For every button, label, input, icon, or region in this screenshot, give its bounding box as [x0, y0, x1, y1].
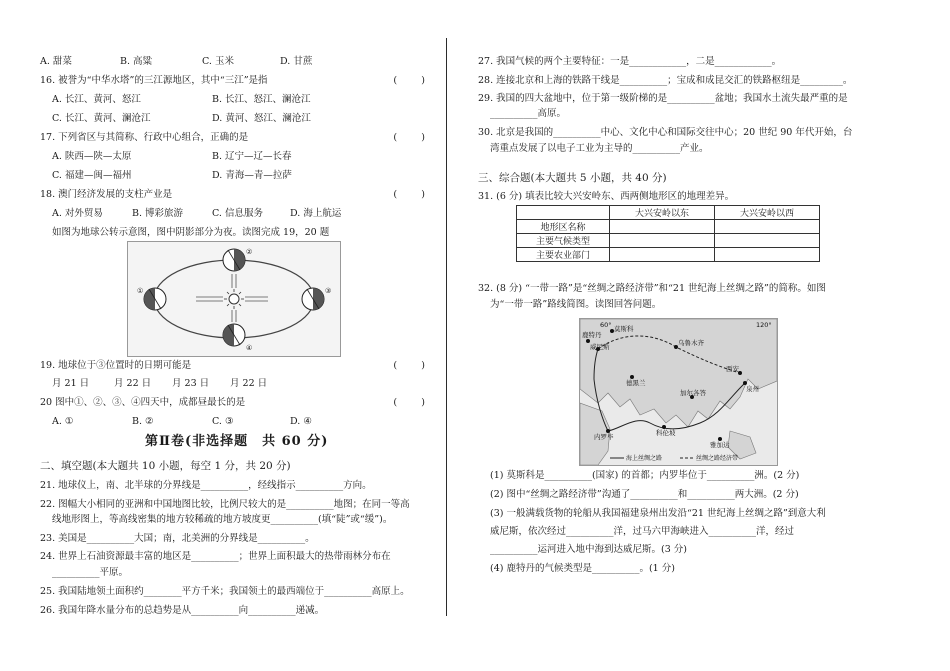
- option-c: C. ③: [212, 416, 234, 427]
- fill-line: 26. 我国年降水量分布的总趋势是从__________向__________递减。: [40, 605, 325, 616]
- map-label-rotterdam: 鹿特丹: [582, 331, 602, 339]
- sun-icon: [224, 289, 244, 309]
- map-label-quanzhou: 泉州: [746, 385, 759, 393]
- row-label: 主要气候类型: [517, 234, 610, 248]
- answer-cell[interactable]: [715, 234, 820, 248]
- fill-line: 29. 我国的四大盆地中，位于第一级阶梯的是__________盆地；我国水土流失最严重的是: [478, 93, 848, 104]
- orbit-label-4: ④: [246, 344, 253, 352]
- option-d: 月 22 日: [230, 378, 268, 389]
- q31-stem: 31. (6 分) 填表比较大兴安岭东、西两侧地形区的地理差异。: [478, 191, 735, 202]
- map-label-tehran: 德黑兰: [626, 379, 646, 387]
- route-map: [580, 319, 777, 465]
- option-a: A. 甜菜: [40, 56, 72, 67]
- option-c: C. 长江、黄河、澜沧江: [52, 113, 151, 124]
- map-label-lon1: 60°: [600, 321, 612, 329]
- eurasia-land: [580, 319, 777, 427]
- option-c: C. 玉米: [202, 56, 234, 67]
- map-legend: [610, 454, 738, 462]
- answer-bracket: ( ): [393, 132, 425, 143]
- option-a: A. 陕西—陕—太原: [52, 151, 132, 162]
- option-c: 月 23 日: [172, 378, 210, 389]
- option-b: B. 博彩旅游: [132, 208, 184, 219]
- fill-line: 22. 图幅大小相同的亚洲和中国地图比较，比例尺较大的是__________地图；在同一等高: [40, 499, 410, 510]
- q16-options-row1: [52, 94, 311, 106]
- table-header: 大兴安岭以东: [610, 206, 715, 220]
- q20-options: [52, 416, 312, 428]
- q17-options-row1: [52, 151, 292, 163]
- answer-cell[interactable]: [715, 220, 820, 234]
- answer-cell[interactable]: [610, 248, 715, 262]
- q32-sub: (4) 鹿特丹的气候类型是__________。(1 分): [490, 563, 675, 574]
- table-row: [517, 248, 820, 262]
- fill-line: 21. 地球仪上，南、北半球的分界线是__________，经线指示__________方向。: [40, 480, 372, 491]
- option-a: A. 长江、黄河、怒江: [52, 94, 141, 105]
- fill-line: 线地形图上，等高线密集的地方较稀疏的地方坡度更__________(填“陡”或“缓”)。: [52, 514, 393, 525]
- option-b: B. 辽宁—辽—长春: [212, 151, 292, 162]
- earth-bottom-icon: [223, 324, 245, 346]
- orbit-label-2: ②: [246, 248, 253, 256]
- right-column: [478, 0, 883, 671]
- fill-line: 27. 我国气候的两个主要特征：一是____________，二是____________。: [478, 56, 782, 67]
- q17-stem: 17. 下列省区与其简称、行政中心组合，正确的是 ( ): [40, 132, 425, 143]
- orbit-label-3: ③: [325, 287, 332, 295]
- option-d: D. 青海—青—拉萨: [212, 170, 292, 181]
- q32-sub: 威尼斯，依次经过__________洋，过马六甲海峡进入__________洋，经过: [490, 526, 795, 537]
- table-row: [517, 220, 820, 234]
- answer-cell[interactable]: [610, 220, 715, 234]
- table-header: [517, 206, 610, 220]
- comparison-table: [516, 205, 820, 262]
- answer-bracket: ( ): [393, 189, 425, 200]
- map-label-venice: 威尼斯: [590, 343, 610, 351]
- q18-options: [52, 208, 341, 220]
- legend-sea: 海上丝绸之路: [626, 455, 663, 462]
- left-column: [40, 0, 425, 671]
- orbit-diagram: [128, 242, 340, 356]
- q32-sub: (3) 一般满载货物的轮船从我国福建泉州出发沿“21 世纪海上丝绸之路”到意大利: [490, 508, 826, 519]
- fill-line: 24. 世界上石油资源最丰富的地区是__________；世界上面积最大的热带雨林分布在: [40, 551, 391, 562]
- fill-line: __________高原。: [490, 108, 567, 119]
- answer-cell[interactable]: [715, 248, 820, 262]
- q32-sub: __________运河进入地中海到达威尼斯。(3 分): [490, 544, 687, 555]
- fill-line: 湾重点发展了以电子工业为主导的__________产业。: [490, 143, 709, 154]
- option-d: D. 海上航运: [290, 208, 342, 219]
- answer-bracket: ( ): [393, 75, 425, 86]
- q32-sub: (2) 图中“丝绸之路经济带”沟通了__________和__________两大洲。(2 分): [490, 489, 799, 500]
- map-label-kolkata: 加尔各答: [680, 389, 706, 397]
- map-label-jakarta: 雅加达: [710, 441, 730, 449]
- map-label-urumqi: 乌鲁木齐: [678, 339, 704, 347]
- column-divider: [446, 38, 447, 616]
- map-label-nairobi: 内罗毕: [594, 433, 614, 441]
- option-b: B. ②: [132, 416, 154, 427]
- q19-stem: 19. 地球位于③位置时的日期可能是 ( ): [40, 360, 425, 371]
- table-header-row: [517, 206, 820, 220]
- q19-options: [52, 378, 267, 390]
- option-c: C. 福建—闽—福州: [52, 170, 132, 181]
- fill-line: 30. 北京是我国的__________中心、文化中心和国际交往中心；20 世纪 90 年代开始，台: [478, 127, 853, 138]
- option-b: 月 22 日: [114, 378, 152, 389]
- answer-bracket: ( ): [393, 360, 425, 371]
- option-d: D. ④: [290, 416, 312, 427]
- orbit-label-1: ①: [137, 287, 144, 295]
- option-a: 月 21 日: [52, 378, 90, 389]
- option-a: A. ①: [52, 416, 74, 427]
- earth-top-icon: [223, 249, 245, 271]
- option-b: B. 高粱: [120, 56, 153, 67]
- q17-options-row2: [52, 170, 292, 182]
- fill-line: 25. 我国陆地领土面积约________平方千米；我国领土的最西端位于__________高原上。: [40, 586, 410, 597]
- q15-options: [40, 56, 312, 68]
- map-label-xian: 西安: [726, 365, 739, 373]
- answer-cell[interactable]: [610, 234, 715, 248]
- fill-line: 28. 连接北京和上海的铁路干线是__________；宝成和成昆交汇的铁路枢纽是_________。: [478, 75, 853, 86]
- option-a: A. 对外贸易: [52, 208, 103, 219]
- table-header: 大兴安岭以西: [715, 206, 820, 220]
- section3-title: 三、综合题(本大题共 5 小题，共 40 分): [478, 172, 667, 184]
- option-d: D. 甘蔗: [280, 56, 313, 67]
- q18-stem: 18. 澳门经济发展的支柱产业是 ( ): [40, 189, 425, 200]
- legend-land: 丝绸之路经济带: [696, 455, 739, 462]
- option-d: D. 黄河、怒江、澜沧江: [212, 113, 311, 124]
- q32-stem-cont: 为“一带一路”路线简图。读图回答问题。: [490, 299, 662, 310]
- earth-left-icon: [144, 288, 166, 310]
- table-row: [517, 234, 820, 248]
- q16-options-row2: [52, 113, 311, 125]
- fill-line: 23. 美国是__________大国；南，北美洲的分界线是__________。: [40, 533, 315, 544]
- part2-title: 第Ⅱ卷(非选择题 共 60 分): [145, 434, 329, 449]
- belt-road-map: [579, 318, 778, 466]
- answer-bracket: ( ): [393, 397, 425, 408]
- section2-title: 二、填空题(本大题共 10 小题，每空 1 分，共 20 分): [40, 460, 291, 472]
- figure-intro: 如图为地球公转示意图，图中阴影部分为夜。读图完成 19，20 题: [52, 227, 330, 238]
- q16-stem: 16. 被誉为“中华水塔”的三江源地区，其中“三江”是指 ( ): [40, 75, 425, 86]
- option-b: B. 长江、怒江、澜沧江: [212, 94, 311, 105]
- q20-stem: 20 图中①、②、③、④四天中，成都昼最长的是 ( ): [40, 397, 425, 408]
- option-c: C. 信息服务: [212, 208, 263, 219]
- q32-stem: 32. (8 分) “一带一路”是“丝绸之路经济带”和“21 世纪海上丝绸之路”的简称。如图: [478, 283, 826, 294]
- earth-orbit-figure: [127, 241, 341, 357]
- q32-sub: (1) 莫斯科是__________(国家) 的首都；内罗毕位于__________洲。(2 分): [490, 470, 800, 481]
- earth-right-icon: [302, 288, 324, 310]
- map-label-colombo: 科伦坡: [656, 429, 676, 437]
- fill-line: __________平原。: [52, 567, 129, 578]
- row-label: 地形区名称: [517, 220, 610, 234]
- map-label-lon2: 120°: [756, 321, 772, 329]
- map-label-moscow: 莫斯科: [614, 325, 634, 333]
- row-label: 主要农业部门: [517, 248, 610, 262]
